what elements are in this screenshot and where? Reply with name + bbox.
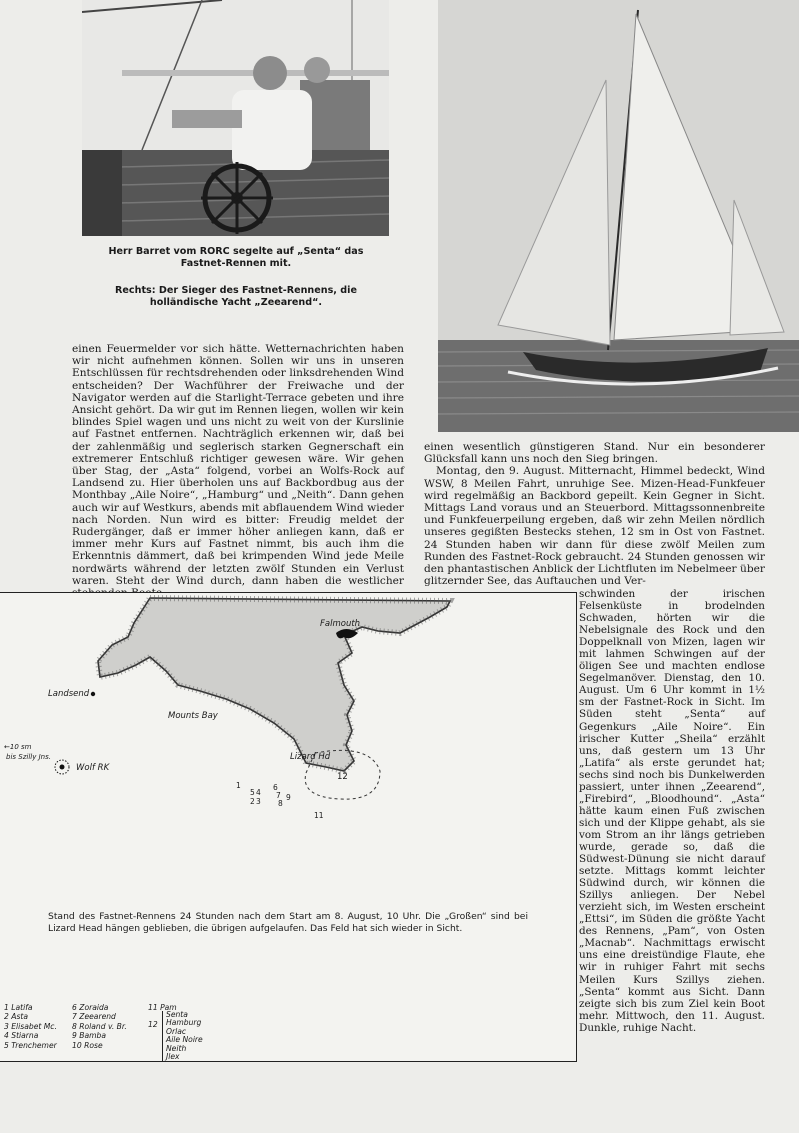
boat-position-8: 8 bbox=[278, 799, 283, 808]
text-column-narrow: schwinden der irischen Felsenküste in brodelnden Schwaden, hörten wir die Nebelsignale des Rock und den Doppelknall von Mizen, lagen wir mit lahmen Schwingen auf der öligen See und machten endlose Segelmanöver. Dienstag, den 10. August. Um 6 Uhr kommt in 1½ sm der Fastnet-Rock in Sicht. Im Süden steht „Senta“ auf Gegenkurs „Aile Noire“. Ein irischer Kutter „Sheila“ erzählt uns, daß gestern um 13 Uhr „Latifa“ als erste gerundet hat; sechs sind noch bis Dunkelwerden passiert, unter ihnen „Zeearend“, „Firebird“, „Bloodhound“. „Asta“ hätte kaum einen Fuß zwischen sich und der Klippe gehabt, als sie vom Strom an ihr längs getrieben wurde, gerade so, daß die Südwest-Dünung sie nicht darauf setzte. Mittags kommt leichter Südwind durch, wir können die Szillys anliegen. Der Nebel verzieht sich, im Westen erscheint „Ettsi“, im Süden die größte Yacht des Rennens, „Pam“, von Osten „Macnab“. Nachmittags erwischt uns eine dreistündige Flaute, ehe wir in ruhiger Fahrt mit sechs Meilen Kurs Szillys ziehen. „Senta“ kommt aus Sicht. Dann zeigte sich bis zum Ziel kein Boot mehr. Mittwoch, den 11. August. Dunkle, ruhige Nacht. bbox=[579, 588, 765, 1034]
boat-position-5: 5 bbox=[250, 788, 255, 797]
text-column-left bbox=[72, 343, 404, 599]
paragraph: einen Feuermelder vor sich hätte. Wetternachrichten haben wir nicht aufnehmen können. Sollen wir uns in unseren Entschlüssen für rechtsdrehenden oder linksdrehenden Wind entscheiden? Der Wachführer der Freiwache und der Navigator werden auf die Starlight-Terrace gebeten und ihre Ansicht gehört. Da wir gut im Rennen liegen, wollen wir kein blindes Spiel wagen und uns nicht zu weit von der Kurslinie auf Fastnet entfernen. Nachträglich erkennen wir, daß bei der zahlenmäßig und seglerisch starken Gegnerschaft ein extremerer Entschluß richtiger gewesen wäre. Wir gehen über Stag, der „Asta“ folgend, vorbei an Wolfs-Rock auf Landsend zu. Hier überholen uns auf Backbordbug aus der Monthbay „Aile Noire“, „Hamburg“ und „Neith“. Dann gehen auch wir auf Westkurs, abends mit abflauendem Wind wieder nach Norden. Nun wird es bitter: Freudig meldet der Rudergänger, daß er immer höher anliegen kann, daß er immer mehr Kurs auf Fastnet nimmt, bis auch ihm die Erkenntnis dämmert, daß bei krimpenden Wind jede Meile nordwärts während der letzten zwölf Stunden ein Verlust waren. Steht der Wind durch, dann haben die westlicher bbox=[72, 343, 404, 587]
legend-column-2 bbox=[72, 1003, 127, 1050]
legend-entry: Orlac bbox=[166, 1026, 187, 1036]
legend-entry: 4 Stiarna bbox=[4, 1031, 39, 1041]
label-wolf-rock: Wolf RK bbox=[76, 763, 110, 773]
boat-position-6: 6 bbox=[273, 783, 278, 792]
label-falmouth: Falmouth bbox=[320, 619, 361, 629]
legend-entry: 5 Trenchemer bbox=[4, 1040, 57, 1050]
boat-position-11: 11 bbox=[314, 811, 324, 820]
label-scilly-distance: ←10 sm bbox=[4, 743, 32, 751]
legend-entry: 11 Pam bbox=[148, 1003, 177, 1012]
legend-entry: 10 Rose bbox=[72, 1040, 103, 1050]
landsend-dot bbox=[91, 692, 95, 696]
caption-right-photo: Rechts: Der Sieger des Fastnet-Rennens, die holländische Yacht „Zeearend“. bbox=[115, 285, 357, 308]
label-scilly: bis Szilly Jns. bbox=[6, 753, 51, 761]
legend-entry: 6 Zoraida bbox=[72, 1003, 109, 1012]
legend-group-12-number: 12 bbox=[148, 1020, 158, 1029]
boat-position-9: 9 bbox=[286, 793, 291, 802]
photo-yacht-zeearend bbox=[438, 0, 799, 432]
map-caption: Stand des Fastnet-Rennens 24 Stunden nach dem Start am 8. August, 10 Uhr. Die „Großen“ sind bei Lizard Head hängen geblieben, die übrigen aufgelaufen. Das Feld hat sich wieder in Sicht. bbox=[48, 911, 528, 934]
text-column-right bbox=[424, 441, 765, 587]
caption-left-photo: Herr Barret vom RORC segelte auf „Senta“ das Fastnet-Rennen mit. bbox=[108, 246, 364, 269]
boat-position-4: 4 bbox=[256, 788, 261, 797]
legend-entry: Hamburg bbox=[166, 1018, 202, 1028]
legend-entry: Jlex bbox=[166, 1052, 180, 1062]
legend-entry: Senta bbox=[166, 1010, 188, 1019]
legend-entry: Neith bbox=[166, 1043, 187, 1053]
legend-entry: 7 Zeearend bbox=[72, 1012, 116, 1022]
map-graphic bbox=[0, 593, 576, 1061]
boat-position-3: 3 bbox=[256, 797, 261, 806]
boat-position-7: 7 bbox=[276, 791, 281, 800]
label-lizard: Lizard Hd bbox=[290, 752, 331, 762]
paragraph: Montag, den 9. August. Mitternacht, Himmel bedeckt, Wind WSW, 8 Meilen Fahrt, unruhige See. Mizen-Head-Funkfeuer wird regelmäßig an Backbord gepeilt. Kein Gegner in Sicht. Mittags Land voraus und an Steuerbord. Mittagssonnenbreite und Funkfeuerpeilung ergeben, daß wir zehn Meilen nördlich unseres gegißten Bestecks stehen, 12 sm in Ost von Fastnet. 24 Stunden haben wir dann für diese zwölf Meilen zum Runden des Fastnet-Rock gebraucht. 24 Stunden genossen wir den phantastischen Anblick der Lichtfluten im Nebelmeer über glitzernder See, das Auftauchen und Ver- bbox=[424, 465, 765, 588]
legend-entry: 3 Elisabet Mc. bbox=[4, 1021, 57, 1031]
legend-column-1 bbox=[4, 1003, 57, 1050]
boat-position-2: 2 bbox=[250, 797, 255, 806]
legend-entry: Aile Noire bbox=[166, 1035, 203, 1045]
boat-position-12: 12 bbox=[337, 772, 348, 782]
legend-entry: 1 Latifa bbox=[4, 1003, 33, 1012]
paragraph: einen wesentlich günstigeren Stand. Nur ein besonderer Glücksfall kann uns noch den Sieg bringen. bbox=[424, 441, 765, 466]
legend-entry: 2 Asta bbox=[4, 1012, 29, 1022]
cornwall-land bbox=[98, 598, 450, 771]
legend-entry: 8 Roland v. Br. bbox=[72, 1021, 127, 1031]
race-map bbox=[0, 592, 577, 1062]
label-landsend: Landsend bbox=[48, 689, 90, 699]
legend-group-12 bbox=[162, 1011, 203, 1061]
boat-position-1: 1 bbox=[236, 781, 241, 790]
label-mounts-bay: Mounts Bay bbox=[168, 711, 218, 721]
legend-entry: 9 Bamba bbox=[72, 1031, 106, 1041]
photo-helmsman bbox=[82, 0, 389, 236]
wolf-rock-marker bbox=[55, 760, 69, 774]
